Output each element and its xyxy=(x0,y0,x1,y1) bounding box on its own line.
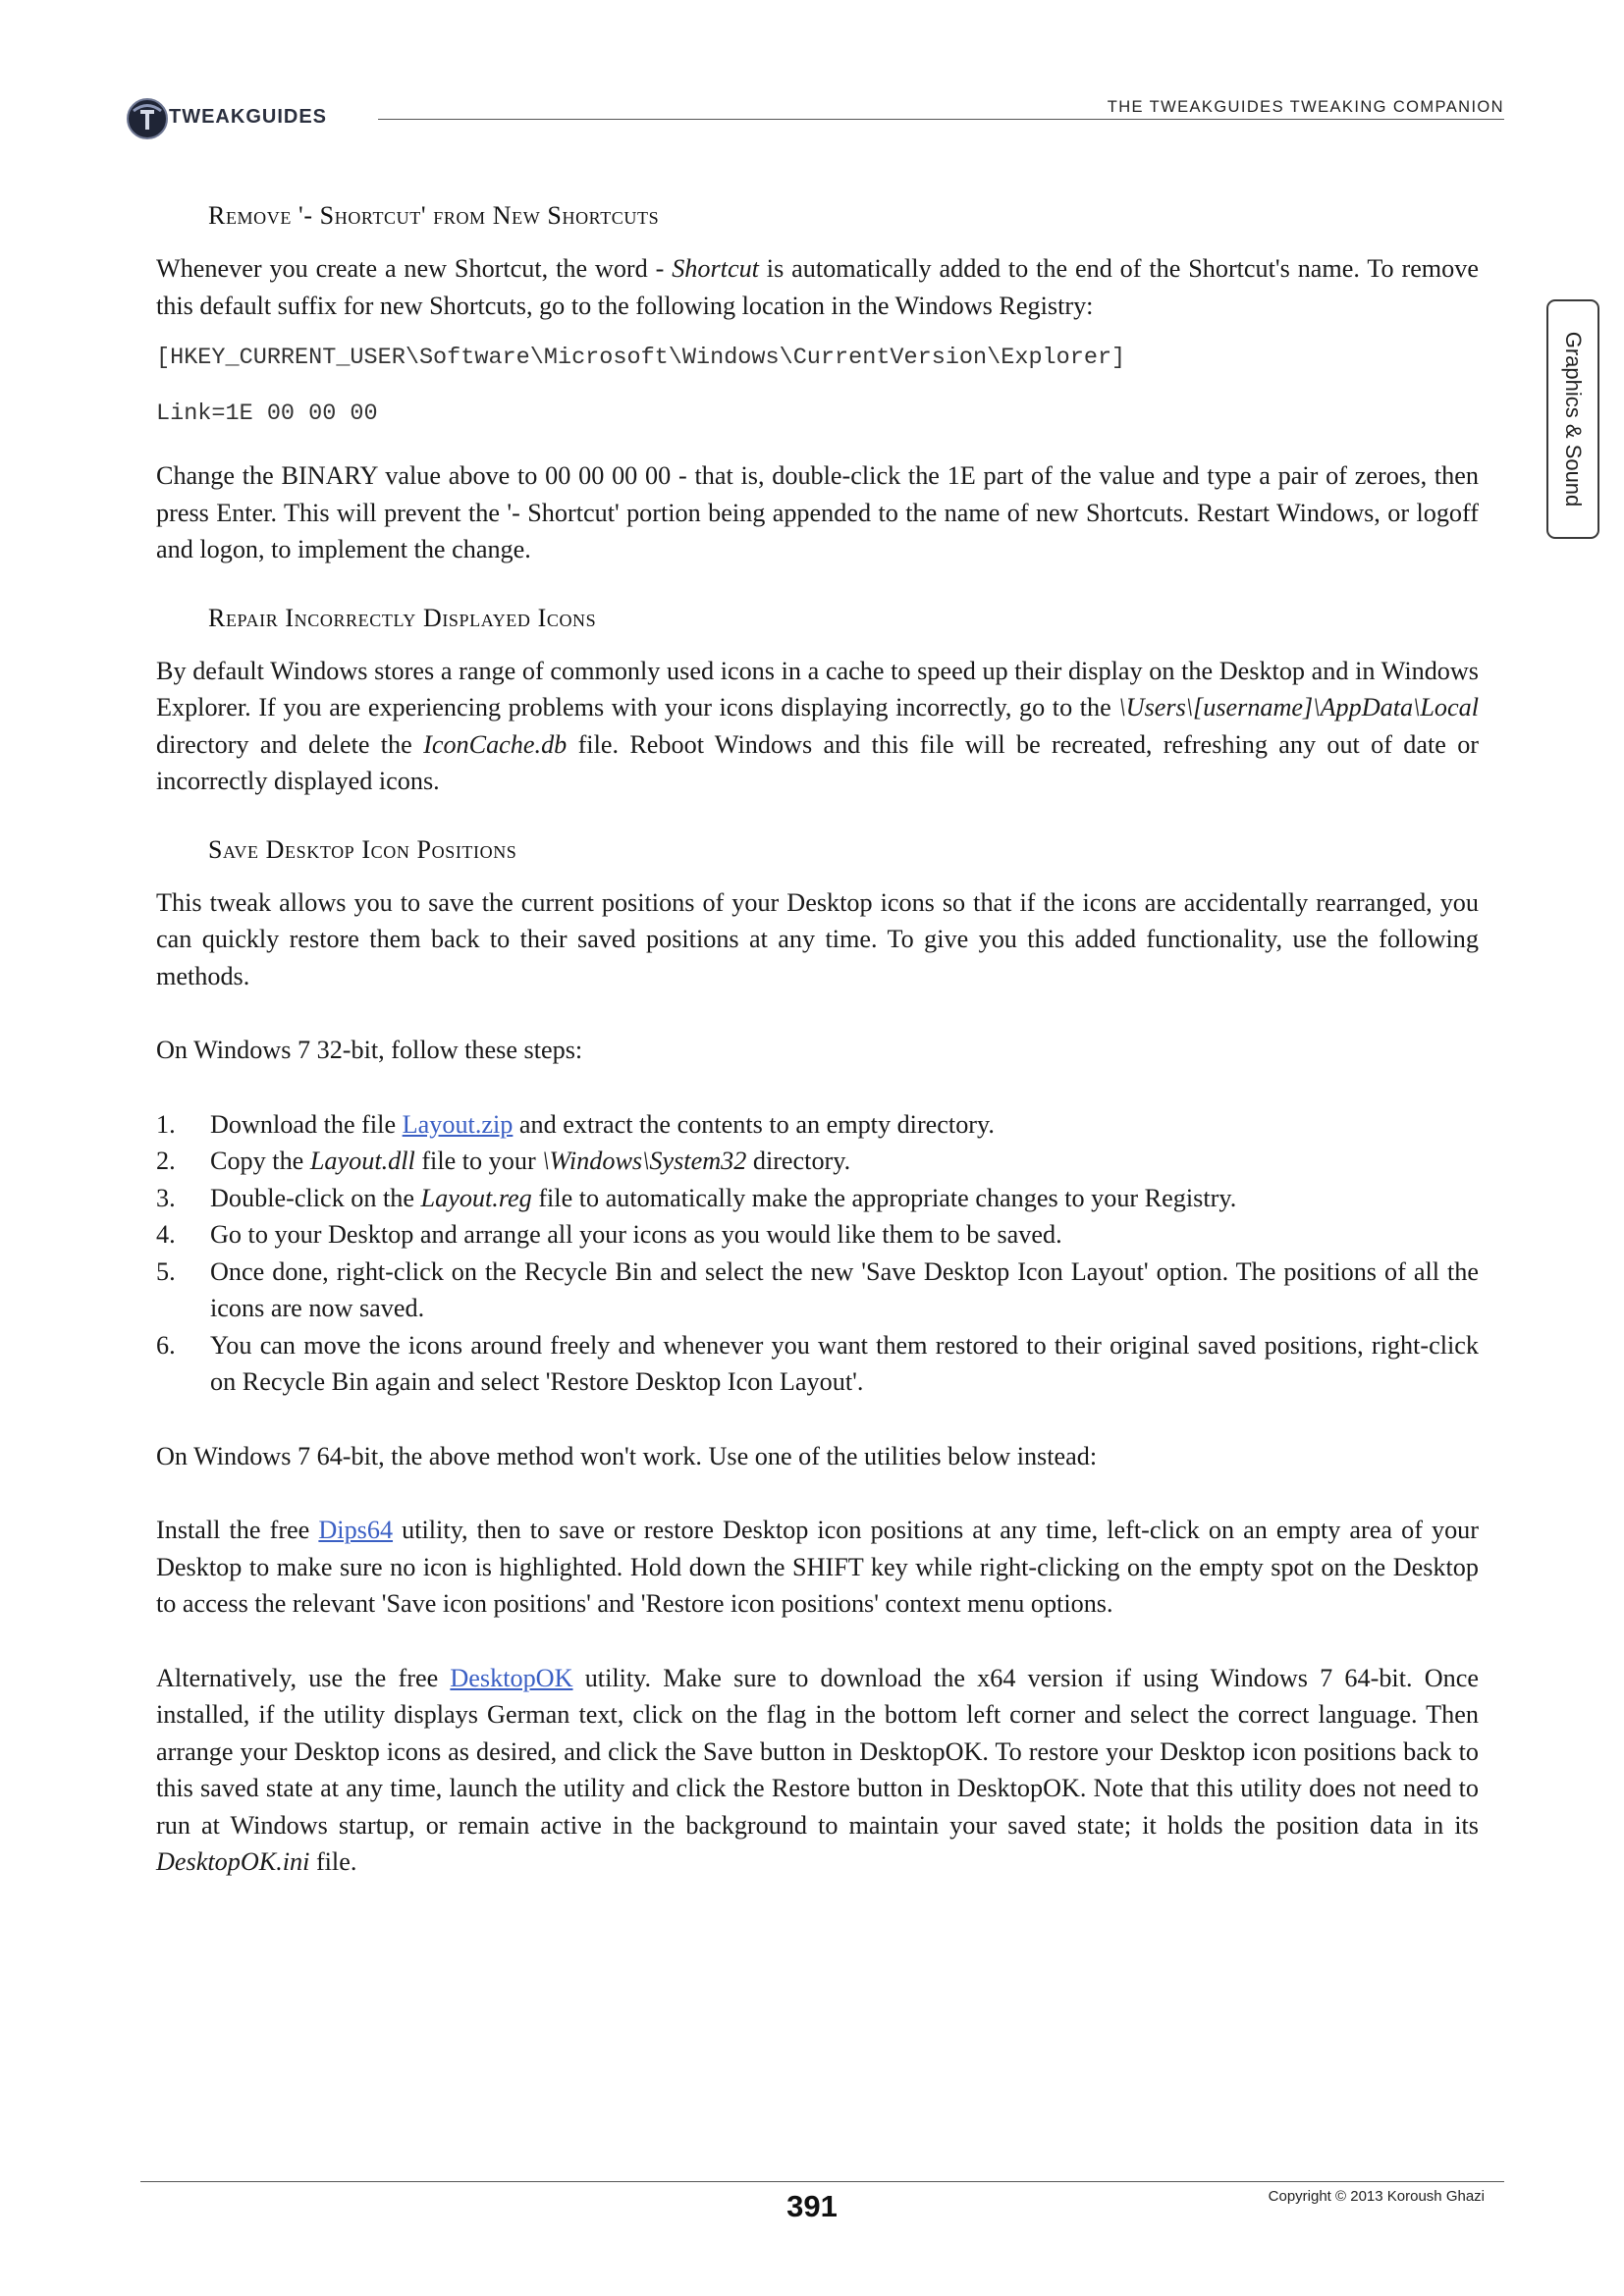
registry-key-code: [HKEY_CURRENT_USER\Software\Microsoft\Windows\CurrentVersion\Explorer] xyxy=(156,345,1126,371)
list-item: 4. Go to your Desktop and arrange all your icons as you would like them to be saved. xyxy=(156,1220,1062,1249)
desktopok-link[interactable]: DesktopOK xyxy=(450,1663,573,1692)
logo-text: TWEAKGUIDES xyxy=(169,106,327,128)
page-content xyxy=(156,201,1479,1881)
paragraph: Whenever you create a new Shortcut, the word - Shortcut is automatically added to the end of the Shortcut's name. To remove this default suffix for new Shortcuts, go to the following location in the Windows Registry: xyxy=(156,254,1479,320)
paragraph: Alternatively, use the free DesktopOK utility. Make sure to download the x64 version if using Windows 7 64-bit. Once installed, if the utility displays German text, click on the flag in the bottom left corner and select the correct language. Then arrange your Desktop icons as desired, and click the Save button in DesktopOK. To restore your Desktop icon positions back to this saved state at any time, launch the utility and click the Restore button in DesktopOK. Note that this utility does not need to run at Windows startup, or remain active in the background to maintain your saved state; it holds the position data in its DesktopOK.ini file. xyxy=(156,1663,1479,1876)
header-rule xyxy=(378,119,1504,120)
tweakguides-logo-icon xyxy=(126,96,169,141)
side-tab-label: Graphics & Sound xyxy=(1561,331,1586,507)
list-item: 2. Copy the Layout.dll file to your \Windows\System32 directory. xyxy=(156,1147,851,1175)
page-number: 391 xyxy=(786,2189,838,2223)
paragraph: On Windows 7 32-bit, follow these steps: xyxy=(156,1036,583,1064)
dips64-link[interactable]: Dips64 xyxy=(318,1516,394,1544)
tweakguides-logo xyxy=(126,96,361,141)
list-item: 1. Download the file Layout.zip and extract the contents to an empty directory. xyxy=(156,1109,995,1139)
paragraph: On Windows 7 64-bit, the above method won't work. Use one of the utilities below instead: xyxy=(156,1441,1098,1470)
header-title: THE TWEAKGUIDES TWEAKING COMPANION xyxy=(1107,98,1504,116)
copyright-notice: Copyright © 2013 Koroush Ghazi xyxy=(1268,2188,1485,2205)
list-item: 5. Once done, right-click on the Recycle Bin and select the new 'Save Desktop Icon Layout' option. The positions of all the icons are now saved. xyxy=(156,1256,1479,1322)
paragraph: Install the free Dips64 utility, then to save or restore Desktop icon positions at any time, left-click on an empty area of your Desktop to make sure no icon is highlighted. Hold down the SHIFT key while right-clicking on the empty spot on the Desktop to access the relevant 'Save icon positions' and 'Restore icon positions' context menu options. xyxy=(156,1516,1479,1618)
section-heading-repair-icons: Repair Incorrectly Displayed Icons xyxy=(208,603,597,632)
side-tab-graphics-sound[interactable] xyxy=(1546,299,1599,539)
section-heading-remove-shortcut: Remove '- Shortcut' from New Shortcuts xyxy=(208,201,660,230)
list-item: 6. You can move the icons around freely and whenever you want them restored to their original saved positions, right-click on Recycle Bin again and select 'Restore Desktop Icon Layout'. xyxy=(156,1330,1479,1396)
registry-value-code: Link=1E 00 00 00 xyxy=(156,400,378,427)
layout-zip-link[interactable]: Layout.zip xyxy=(402,1109,514,1139)
footer-rule xyxy=(140,2181,1504,2182)
list-item: 3. Double-click on the Layout.reg file to automatically make the appropriate changes to your Registry. xyxy=(156,1183,1237,1212)
paragraph: Change the BINARY value above to 00 00 00 00 - that is, double-click the 1E part of the value and type a pair of zeroes, then press Enter. This will prevent the '- Shortcut' portion being appended to the name of new Shortcuts. Restart Windows, or logoff and logon, to implement the change. xyxy=(156,461,1479,563)
paragraph: By default Windows stores a range of commonly used icons in a cache to speed up their display on the Desktop and in Windows Explorer. If you are experiencing problems with your icons displaying incorrectly, go to the \Users\[username]\AppData\Local directory and delete the IconCache.db file. Reboot Windows and this file will be recreated, refreshing any out of date or incorrectly displayed icons. xyxy=(156,656,1480,795)
paragraph: This tweak allows you to save the current positions of your Desktop icons so that if the icons are accidentally rearranged, you can quickly restore them back to their saved positions at any time. To give you this added functionality, use the following methods. xyxy=(156,887,1479,990)
steps-list xyxy=(156,1106,1479,1401)
section-heading-save-icon-positions: Save Desktop Icon Positions xyxy=(208,834,517,864)
